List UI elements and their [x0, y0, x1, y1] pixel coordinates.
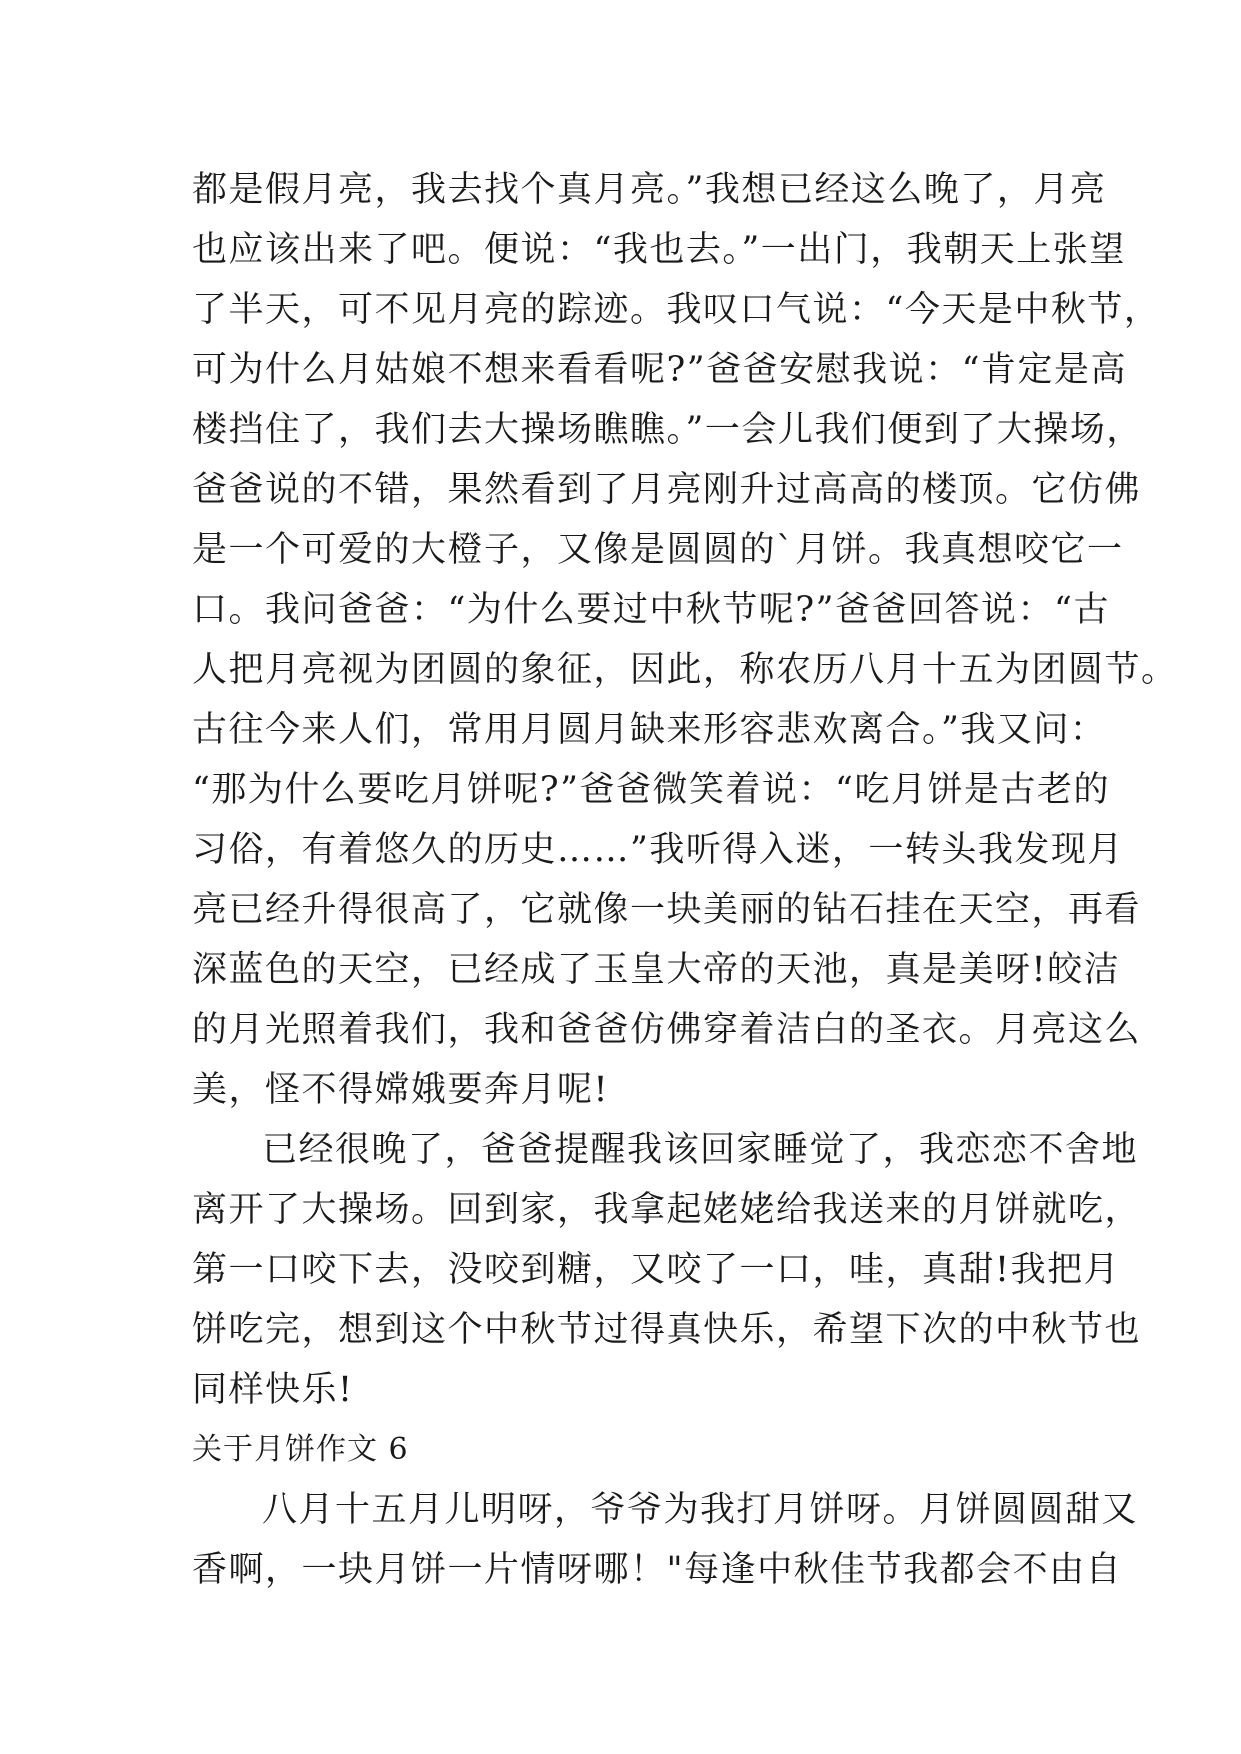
text-line: 也应该出来了吧。便说：“我也去。”一出门，我朝天上张望 — [192, 230, 1126, 270]
text-line: 离开了大操场。回到家，我拿起姥姥给我送来的月饼就吃， — [192, 1190, 1142, 1230]
text-line: 美，怪不得嫦娥要奔月呢! — [192, 1070, 610, 1110]
text-line: 深蓝色的天空，已经成了玉皇大帝的天池，真是美呀!皎洁 — [192, 950, 1121, 990]
text-line: 八月十五月儿明呀，爷爷为我打月饼呀。月饼圆圆甜又 — [262, 1490, 1139, 1530]
text-line: 楼挡住了，我们去大操场瞧瞧。”一会儿我们便到了大操场， — [192, 410, 1143, 450]
text-line: “那为什么要吃月饼呢?”爸爸微笑着说：“吃月饼是古老的 — [192, 770, 1110, 810]
document-body — [192, 160, 1178, 1600]
text-line: 第一口咬下去，没咬到糖，又咬了一口，哇，真甜!我把月 — [192, 1250, 1121, 1290]
text-line: 都是假月亮，我去找个真月亮。”我想已经这么晚了，月亮 — [192, 170, 1107, 210]
text-line: 人把月亮视为团圆的象征，因此，称农历八月十五为团圆节。 — [192, 650, 1178, 690]
text-line: 是一个可爱的大橙子，又像是圆圆的`月饼。我真想咬它一 — [192, 530, 1124, 570]
text-line: 已经很晚了，爸爸提醒我该回家睡觉了，我恋恋不舍地 — [262, 1130, 1139, 1170]
text-line: 亮已经升得很高了，它就像一块美丽的钻石挂在天空，再看 — [192, 890, 1142, 930]
text-line: 古往今来人们，常用月圆月缺来形容悲欢离合。”我又问： — [192, 710, 1107, 750]
paragraph-1 — [192, 160, 1178, 1120]
text-line: 习俗，有着悠久的历史……”我听得入迷，一转头我发现月 — [192, 830, 1124, 870]
text-line: 可为什么月姑娘不想来看看呢?”爸爸安慰我说：“肯定是高 — [192, 350, 1128, 390]
text-line: 了半天，可不见月亮的踪迹。我叹口气说：“今天是中秋节， — [192, 290, 1161, 330]
text-line: 饼吃完，想到这个中秋节过得真快乐，希望下次的中秋节也 — [192, 1310, 1142, 1350]
paragraph-2 — [192, 1120, 1142, 1420]
section-heading: 关于月饼作文 6 — [192, 1432, 409, 1467]
text-line: 爸爸说的不错，果然看到了月亮刚升过高高的楼顶。它仿佛 — [192, 470, 1142, 510]
text-line: 口。我问爸爸：“为什么要过中秋节呢?”爸爸回答说：“古 — [192, 590, 1110, 630]
paragraph-3 — [192, 1480, 1139, 1600]
text-line: 同样快乐! — [192, 1370, 354, 1410]
text-line: 的月光照着我们，我和爸爸仿佛穿着洁白的圣衣。月亮这么 — [192, 1010, 1142, 1050]
text-line: 香啊，一块月饼一片情呀哪！"每逢中秋佳节我都会不由自 — [192, 1550, 1123, 1590]
